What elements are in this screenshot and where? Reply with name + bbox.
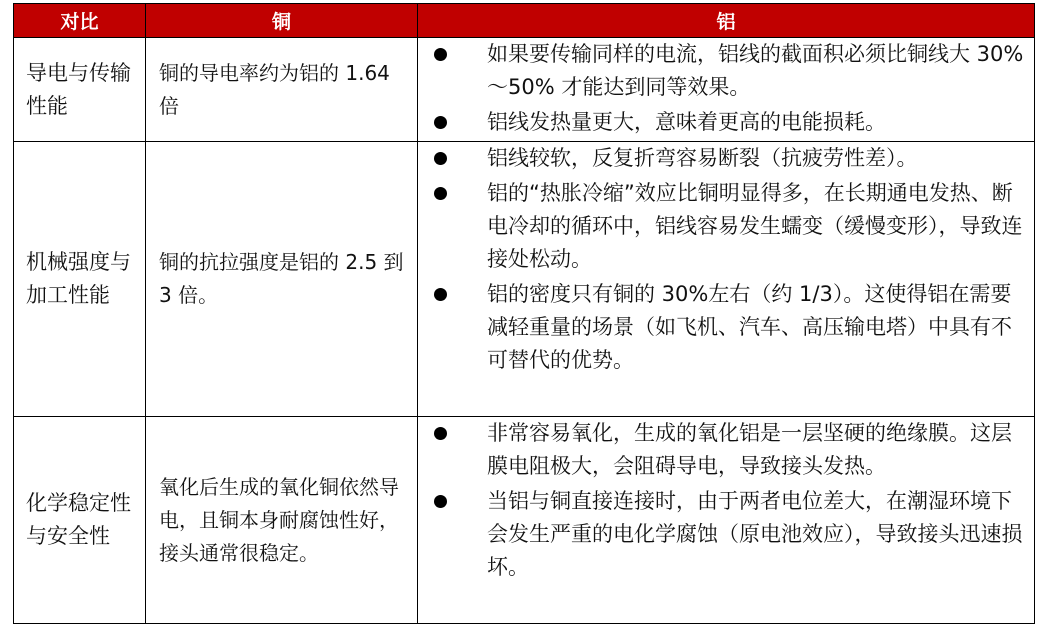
bullet-icon: [434, 495, 447, 508]
bullet-icon: [434, 187, 447, 200]
list-item: 如果要传输同样的电流，铝线的截面积必须比铜线大 30%～50% 才能达到同等效果。: [418, 38, 1026, 104]
row-category: [14, 417, 146, 624]
row-category: [14, 38, 146, 142]
list-item: 非常容易氧化，生成的氧化铝是一层坚硬的绝缘膜。这层膜电阻极大，会阻碍导电，导致接头发热。: [418, 417, 1026, 483]
copper-text: 铜的导电率约为铝的 1.64 倍: [159, 60, 390, 118]
copper-text: 铜的抗拉强度是铝的 2.5 到 3 倍。: [159, 250, 404, 307]
comparison-table-container: [13, 3, 1034, 624]
bullet-icon: [434, 427, 447, 440]
bullet-icon: [434, 116, 447, 129]
aluminum-bullet-list: [418, 417, 1026, 584]
bullet-icon: [434, 288, 447, 301]
category-label: 导电与传输性能: [26, 60, 131, 118]
category-label: 机械强度与加工性能: [26, 250, 131, 307]
aluminum-cell: [418, 417, 1035, 624]
bullet-icon: [434, 48, 447, 61]
aluminum-cell: [418, 142, 1035, 417]
list-item: 铝线发热量更大，意味着更高的电能损耗。: [418, 106, 1026, 139]
list-item: 当铝与铜直接连接时，由于两者电位差大，在潮湿环境下会发生严重的电化学腐蚀（原电池效应），导致接头迅速损坏。: [418, 485, 1026, 584]
aluminum-bullet-list: [418, 38, 1026, 139]
list-item: 铝的“热胀冷缩”效应比铜明显得多，在长期通电发热、断电冷却的循环中，铝线容易发生蠕变（缓慢变形），导致连接处松动。: [418, 177, 1026, 276]
table-row: [14, 417, 1035, 624]
copper-cell: [146, 417, 418, 624]
copper-text: 氧化后生成的氧化铜依然导电，且铜本身耐腐蚀性好，接头通常很稳定。: [159, 474, 399, 565]
list-item: 铝的密度只有铜的 30%左右（约 1/3）。这使得铝在需要减轻重量的场景（如飞机、汽车、高压输电塔）中具有不可替代的优势。: [418, 278, 1026, 377]
table-header-row: [14, 4, 1035, 38]
aluminum-bullet-list: [418, 142, 1026, 377]
copper-cell: [146, 38, 418, 142]
table-row: [14, 38, 1035, 142]
header-compare: 对比: [14, 4, 146, 38]
copper-cell: [146, 142, 418, 417]
row-category: [14, 142, 146, 417]
header-aluminum: 铝: [418, 4, 1035, 38]
list-item: 铝线较软，反复折弯容易断裂（抗疲劳性差）。: [418, 142, 1026, 175]
header-copper: 铜: [146, 4, 418, 38]
aluminum-cell: [418, 38, 1035, 142]
comparison-table: [13, 3, 1035, 624]
table-row: [14, 142, 1035, 417]
bullet-icon: [434, 152, 447, 165]
category-label: 化学稳定性与安全性: [26, 491, 131, 548]
